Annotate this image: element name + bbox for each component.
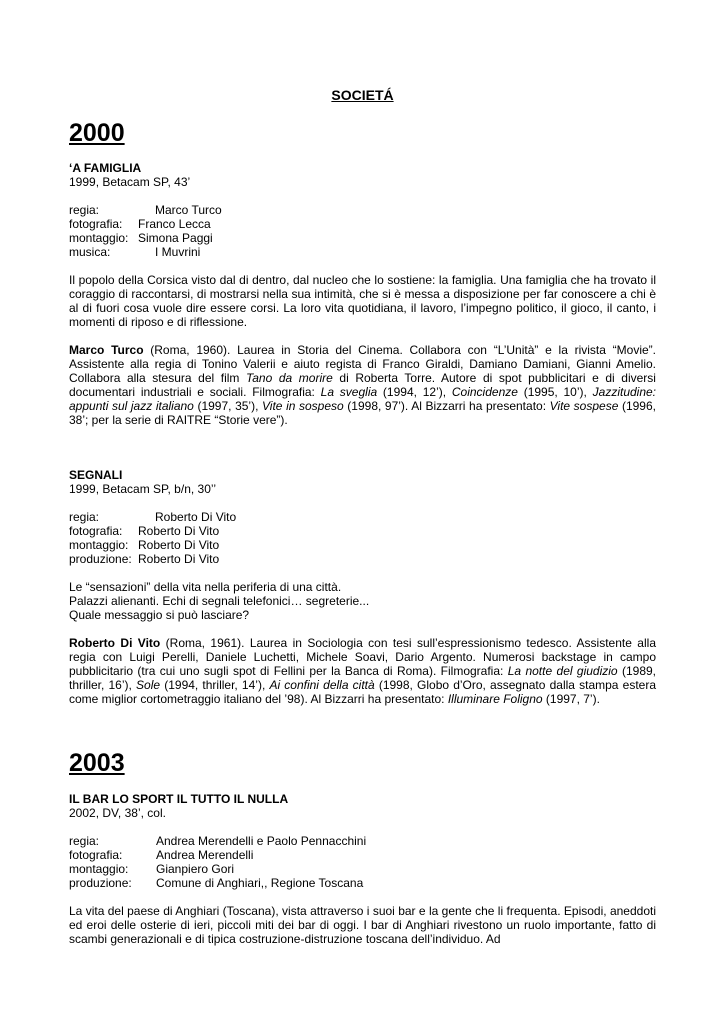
synopsis-line: Quale messaggio si può lasciare? [69,608,250,622]
credit-label: fotografia: [69,848,123,862]
film-entry-a-famiglia [69,161,656,427]
film-title-italic: Jazzitudine: appunti sul jazz italiano [69,385,657,413]
credit-value: Andrea Merendelli e Paolo Pennacchini [156,834,367,848]
section-title [69,86,656,104]
film-title-italic: Coincidenze [451,385,518,399]
director-bio [69,343,656,427]
credit-value: Marco Turco [155,203,222,217]
film-title-italic: La notte del giudizio [507,664,618,678]
credit-row [69,876,656,890]
film-entry-segnali [69,468,656,706]
film-synopsis: La vita del paese di Anghiari (Toscana), vista attraverso i suoi bar e la gente che li frequenta. Episodi, aneddoti ed eroi delle osterie di ieri, piccoli miti dei bar di oggi. I bar di Anghiari rivestono un ruolo importante, fatto di scambi generazionali e di tipica costruzione-distruzione toscana dell’individuo. Ad [69,904,656,946]
credits-list [69,834,656,890]
credit-label: produzione: [69,876,132,890]
synopsis-line: Le “sensazioni” della vita nella periferia di una città. [69,580,342,594]
credit-row [69,552,656,566]
credit-label: montaggio: [69,538,129,552]
film-info: 2002, DV, 38’, col. [69,806,166,820]
credit-value: Andrea Merendelli [156,848,254,862]
section-title-text: SOCIETÁ [331,87,394,103]
film-title-italic: Vite in sospeso [262,399,344,413]
synopsis-line: Palazzi alienanti. Echi di segnali telefonici… segreterie... [69,594,370,608]
film-title: SEGNALI [69,468,123,482]
year-heading-2000: 2000 [69,119,125,147]
credit-value: Roberto Di Vito [138,524,220,538]
credit-row [69,862,656,876]
credit-value: Comune di Anghiari,, Regione Toscana [156,876,364,890]
credit-row [69,203,656,217]
credit-row [69,524,656,538]
film-title-italic: La sveglia [320,385,378,399]
credit-label: fotografia: [69,217,123,231]
credits-list [69,510,656,566]
film-synopsis [69,580,656,622]
film-entry-il-bar [69,792,656,946]
credit-label: produzione: [69,552,132,566]
director-bio-text: (Roma, 1960). Laurea in Storia del Cinema. Collabora con “L’Unità” e la rivista “Movie”. Assistente alla regia di Tonino Valerii e aiuto regista di Franco Giraldi, Damiano Damiani, Gianni Amelio. Collabora alla stesura del film Tano da morire di Roberta Torre. Autore di spot pubblicitari e di diversi documentari industriali e sociali. Filmografia: La sveglia (1994, 12’), Coincidenze (1995, 10’), Jazzitudine: appunti sul jazz italiano (1997, 35’), Vite in sospeso (1998, 97’). Al Bizzarri ha presentato: Vite sospese (1996, 38’; per la serie di RAITRE “Storie vere”). [69,343,657,427]
credit-label: fotografia: [69,524,123,538]
film-title-italic: Illuminare Foligno [447,692,543,706]
credit-row [69,231,656,245]
credit-value: Simona Paggi [138,231,213,245]
credit-label: montaggio: [69,231,129,245]
director-name: Roberto Di Vito [69,636,161,650]
credit-row [69,538,656,552]
credit-value: Roberto Di Vito [155,510,237,524]
credit-label: regia: [69,510,100,524]
credit-label: montaggio: [69,862,129,876]
film-synopsis: Il popolo della Corsica visto dal di dentro, dal nucleo che lo sostiene: la famiglia. Una famiglia che ha trovato il coraggio di raccontarsi, di mostrarsi nella sua intimità, che si è messa a disposizione per far conoscere a chi è al di fuori cosa vuole dire essere corsi. La loro vita quotidiana, il lavoro, l’impegno politico, il gioco, il canto, i momenti di riposo e di riflessione. [69,273,656,329]
credit-value: Gianpiero Gori [156,862,235,876]
director-name: Marco Turco [69,343,144,357]
director-bio [69,636,656,706]
film-title-italic: Tano da morire [246,371,333,385]
director-bio-text: (Roma, 1961). Laurea in Sociologia con tesi sull’espressionismo tedesco. Assistente alla regia con Luigi Perelli, Daniele Luchetti, Michele Soavi, Dario Argento. Numerosi backstage in campo pubblicitario (tra cui uno sugli spot di Fellini per la Banca di Roma). Filmografia: La notte del giudizio (1989, thriller, 16’), Sole (1994, thriller, 14’), Ai confini della città (1998, Globo d’Oro, assegnato dalla stampa estera come miglior cortometraggio italiano del ’98). Al Bizzarri ha presentato: Illuminare Foligno (1997, 7’). [69,636,657,706]
credit-row [69,245,656,259]
film-title-italic: Vite sospese [549,399,619,413]
credit-row [69,834,656,848]
credit-value: Franco Lecca [138,217,211,231]
credit-row [69,848,656,862]
credits-list [69,203,656,259]
credit-label: regia: [69,834,100,848]
film-info: 1999, Betacam SP, b/n, 30’’ [69,482,216,496]
credit-row [69,217,656,231]
credit-label: musica: [69,245,111,259]
year-heading-2003: 2003 [69,749,125,777]
credit-value: Roberto Di Vito [138,552,220,566]
film-title-italic: Sole [136,678,161,692]
film-title: ‘A FAMIGLIA [69,161,142,175]
film-title-italic: Ai confini della città [269,678,375,692]
film-info: 1999, Betacam SP, 43’ [69,175,191,189]
credit-value: I Muvrini [155,245,201,259]
credit-row [69,510,656,524]
film-title: IL BAR LO SPORT IL TUTTO IL NULLA [69,792,289,806]
credit-value: Roberto Di Vito [138,538,220,552]
credit-label: regia: [69,203,100,217]
